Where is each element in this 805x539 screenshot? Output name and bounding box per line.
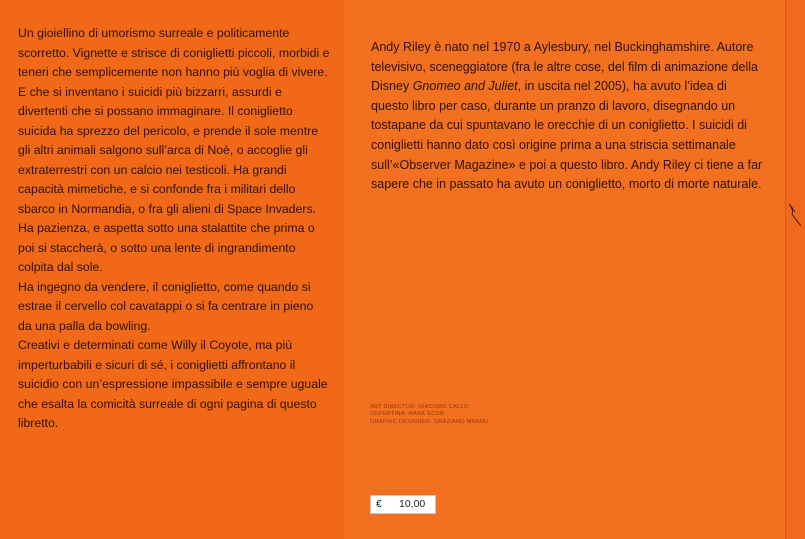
fold-line <box>343 0 345 539</box>
blurb-paragraph-2: Ha pazienza, e aspetta sotto una stalattite che prima o poi si staccherà, o sotto una lente di ingrandimento colpita dal sole. <box>18 221 315 274</box>
credit-art-director: ART DIRECTOR: GIACOMO CALLO <box>370 404 469 410</box>
bio-text-end: , in uscita nel 2005), ha avuto l’idea di questo libro per caso, durante un pranzo di lavoro, disegnando un tostapane da cui spuntavano le orecchie di un coniglietto. I suicidi di coniglietti hanno dato così origine prima a una striscia settimanale sull’«Observer Magazine» e poi a questo libro. Andy Riley ci tiene a far sapere che in passato ha avuto un coniglietto, morto di morte naturale. <box>371 79 763 192</box>
pen-mark-icon <box>786 200 804 230</box>
book-blurb <box>18 24 330 434</box>
bio-text-start: Andy Riley è nato nel 1970 a Aylesbury, nel Buckinghamshire. Autore televisivo, sceneggiatore (fra le altre cose, del film di animazione della Disney <box>371 40 758 94</box>
blurb-paragraph-3: Ha ingegno da vendere, il coniglietto, come quando si estrae il cervello col cavatappi o si fa centrare in pieno da una palla da bowling. <box>18 279 314 333</box>
film-title: Gnomeo and Juliet <box>412 79 518 94</box>
author-bio <box>371 38 763 195</box>
credit-graphic-designer: GRAPHIC DESIGNER: GRAZIANO MANNU <box>370 418 489 425</box>
price-tag <box>370 495 436 514</box>
blurb-paragraph-4: Creativi e determinati come Willy il Coyote, ma più imperturbabili e sicuri di sé, i coniglietti affrontano il suicidio con un’espressione impassibile e sempre uguale che esalta la comicità surreale di ogni pagina di questo libretto. <box>18 338 328 430</box>
blurb-paragraph-1: Un gioiellino di umorismo surreale e politicamente scorretto. Vignette e strisce di coniglietti piccoli, morbidi e teneri che semplicemente non hanno più voglia di vivere. E che si inventano i suicidi più bizzarri, assurdi e divertenti che si possano immaginare. Il coniglietto suicida ha sprezzo del pericolo, e prende il sole mentre gli altri animali salgono sull’arca di Noè, o accoglie gli extraterrestri con un calcio nei testicoli. Ha grandi capacità mimetiche, e si confonde fra i militari dello sbarco in Normandia, o fra gli alieni di Space Invaders. <box>18 26 330 216</box>
currency-symbol: € <box>376 498 382 510</box>
credit-cover: COPERTINA: MARK ECOB <box>370 411 445 418</box>
spine-strip <box>785 0 805 539</box>
price-amount: 10,00 <box>399 498 426 510</box>
credits <box>370 404 570 426</box>
author-bio-text <box>371 38 763 195</box>
